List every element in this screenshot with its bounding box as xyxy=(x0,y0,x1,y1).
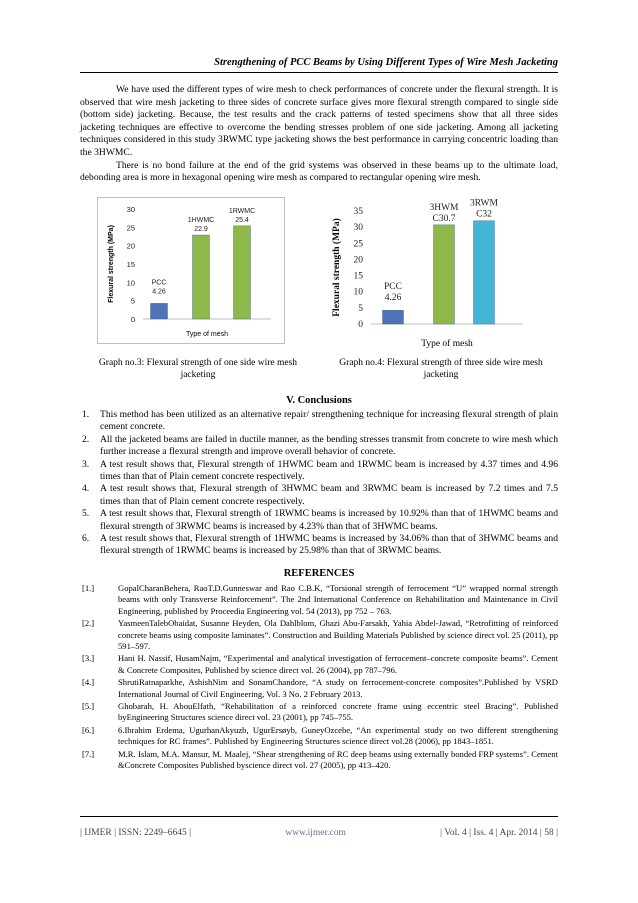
references-heading: REFERENCES xyxy=(283,568,355,579)
footer-rule xyxy=(80,816,558,817)
reference-item xyxy=(80,618,558,652)
reference-item xyxy=(80,653,558,676)
reference-item xyxy=(80,725,558,748)
graph-3-data-label: 25.4 xyxy=(235,216,249,224)
conclusion-text: All the jacketed beams are failed in ductile manner, as the bending stresses transmit from concrete to wire mesh which further increase a flexural strength and improve overall behavior of concrete. xyxy=(100,433,558,458)
graph-4-bar-group xyxy=(383,282,404,324)
reference-text: 6.Ibrahim Erdema, UgurhanAkyuzb, UgurErsøyb, GuneyOzcebe, “An experimental study on two different strengthening techniques for RC frames”. Published by Engineering Structures science direct vol.28 (2006), pp 1843–1851. xyxy=(118,724,558,747)
graph-4-y-tick-label: 0 xyxy=(358,320,363,330)
graph-3-data-label: 4.26 xyxy=(152,288,166,296)
reference-number: [3.] xyxy=(82,653,95,664)
reference-number: [6.] xyxy=(82,724,95,735)
graph-3-chart xyxy=(97,197,285,344)
graph-3-y-tick-label: 0 xyxy=(130,315,135,324)
reference-item xyxy=(80,749,558,772)
graph-3-y-tick-label: 10 xyxy=(126,278,135,288)
reference-text: Hani H. Nassif, HusamNajm, “Experimental and analytical investigation of ferrocement–concrete composite beams”. Cement & Concrete Composites, Published by science direct vol. 26 (2004), pp 787–796. xyxy=(118,653,558,675)
conclusion-number: 5. xyxy=(82,508,90,520)
reference-item xyxy=(80,701,558,724)
graph-4-bar xyxy=(474,221,495,324)
intro-paragraph-2: There is no bond failure at the end of the grid systems was observed in these beams up to the ultimate load, debonding area is more in hexagonal opening wire mesh as compared to rectangular opening wire mesh. xyxy=(80,159,558,184)
conclusion-item xyxy=(80,508,558,533)
conclusion-item xyxy=(80,459,558,484)
reference-number: [5.] xyxy=(82,701,95,712)
conclusion-item xyxy=(80,483,558,508)
graph-4-category-label: PCC xyxy=(384,282,402,293)
reference-text: ShrutiRatnaparkhe, AshishNim and SonamChandore, “A study on ferrocement-concrete composites”.Published by VSRD International Journal of Civil Engineering, Vol. 3 No. 2 February 2013. xyxy=(118,677,558,699)
graph-3-x-axis-label: Type of mesh xyxy=(185,331,229,338)
graph-3-category-label: PCC xyxy=(151,279,167,287)
graph-4-y-tick-label: 5 xyxy=(358,303,363,314)
graph-4-category-label: 3HWM xyxy=(429,202,459,213)
graph-4-svg xyxy=(327,197,530,353)
header-rule xyxy=(80,72,558,73)
reference-text: Ghobarah, H. AbouElfath, “Rehabilitation of a reinforced concrete frame using eccentric steel Bracing”. Published byEngineering Structures science direct vol. 23 (2001), pp 745–755. xyxy=(118,701,558,723)
conclusion-text: This method has been utilized as an alternative repair/ strengthening technique for increasing flexural strength of plain cement concrete. xyxy=(100,409,558,433)
graph-3-svg xyxy=(97,197,285,344)
conclusion-text: A test result shows that, Flexural strength of 1HWMC beams is increased by 34.06% than that of 3HWMC beams and flexural strength of 1RWMC beams is increased by 25.98% than that of 3RWMC beams. xyxy=(100,533,558,557)
conclusion-number: 2. xyxy=(82,433,90,445)
reference-number: [7.] xyxy=(82,748,95,759)
graph-4-y-tick-label: 20 xyxy=(353,255,363,266)
graph-4-bar xyxy=(383,310,404,324)
conclusion-text: A test result shows that, Flexural strength of 1HWMC beam and 1RWMC beam is increased by 4.37 times and 4.96 times than that of Plain cement concrete respectively. xyxy=(100,458,558,483)
graph-4-bar xyxy=(434,225,455,324)
conclusion-number: 4. xyxy=(82,483,90,495)
conclusions-list xyxy=(80,409,558,558)
conclusion-number: 1. xyxy=(82,409,90,420)
footer-website-link[interactable]: www.ijmer.com xyxy=(285,828,346,838)
graph-3-category-label: 1RWMC xyxy=(228,207,256,215)
graph-4-y-tick-label: 15 xyxy=(353,271,363,282)
graph-3-bar xyxy=(151,303,168,319)
graph-4-bar-group xyxy=(470,199,499,324)
reference-text: M.R. Islam, M.A. Mansur, M. Maalej, “Shear strengthening of RC deep beams using externally bonded FRP systems”. Cement &Concrete Composites Published byscience direct vol. 27 (2005), pp 413–420. xyxy=(118,748,558,771)
footer-issue-info: | Vol. 4 | Iss. 4 | Apr. 2014 | 58 | xyxy=(440,828,558,838)
graph-3-data-label: 22.9 xyxy=(194,226,208,234)
graph-3-category-label: 1HWMC xyxy=(187,217,215,225)
graph-4-caption: Graph no.4: Flexural strength of three side wire mesh jacketing xyxy=(339,358,543,380)
graph-4-category-label: 3RWM xyxy=(470,198,498,209)
reference-number: [2.] xyxy=(82,618,95,629)
graph-4-y-tick-label: 10 xyxy=(353,287,363,298)
reference-text: YasmeenTalebObaidat, Susanne Heyden, Ola Dahlblom, Ghazi Abu-Farsakh, Yahia Abdel-Jawad, “Retrofitting of reinforced concrete beams using composite laminates”. Construction and Building Materials Published by science direct vol. 25 (2011), pp 591–597. xyxy=(118,618,559,652)
reference-item xyxy=(80,677,558,700)
conclusions-heading: V. Conclusions xyxy=(286,395,352,406)
reference-item xyxy=(80,583,558,617)
reference-text: GopalCharanBehera, RaoT.D.Gunneswar and Rao C.B.K, “Torsional strength of ferrocement “U” wrapped normal strength beams with only Transverse Reinforcement”. The 2nd International Conference on Rehabilitation and Maintenance in Civil Engineering, published by Proceedia Engineering vol. 54 (2013), pp 752 – 763. xyxy=(118,583,558,616)
graph-3-y-tick-label: 25 xyxy=(126,223,135,233)
running-title: Strengthening of PCC Beams by Using Different Types of Wire Mesh Jacketing xyxy=(214,57,558,68)
conclusion-text: A test result shows that, Flexural strength of 3HWMC beam and 3RWMC beam is increased by 7.2 times and 7.5 times than that of Plain cement concrete respectively. xyxy=(100,483,558,507)
graph-4-x-axis-label: Type of mesh xyxy=(421,339,473,349)
page-footer xyxy=(80,828,558,838)
graph-3-y-tick-label: 30 xyxy=(126,205,135,214)
conclusion-number: 6. xyxy=(82,533,90,545)
graph-4-bar-group xyxy=(429,203,459,324)
graph-4-y-tick-label: 35 xyxy=(353,207,363,217)
references-list xyxy=(80,583,558,773)
conclusion-item xyxy=(80,409,558,434)
intro-paragraph-1: We have used the different types of wire mesh to check performances of concrete under the flexural strength. It is observed that wire mesh jacketing to three sides of concrete surface gives more flexural strength compared to single side (bottom side) jacketing. Because, the test results and the crack patterns of tested specimens show that all three sides jacketing techniques are effective to overcome the bending stresses problem of one side jacketing. Among all jacketing techniques considered in this study 3RWMC type jacketing shows the best performance in carrying concentric loading than the 3HWMC. xyxy=(80,84,558,158)
graph-3-y-tick-label: 15 xyxy=(126,260,135,269)
graph-3-bar xyxy=(193,235,210,319)
graph-4-data-label: C30.7 xyxy=(432,213,456,224)
footer-journal-info: | IJMER | ISSN: 2249–6645 | xyxy=(80,828,192,838)
reference-number: [4.] xyxy=(82,677,95,688)
conclusion-item xyxy=(80,533,558,558)
graph-3-caption: Graph no.3: Flexural strength of one side wire mesh jacketing xyxy=(98,358,298,380)
graph-4-data-label: C32 xyxy=(476,209,492,220)
graph-4-y-axis-label: Flexural strength (MPa) xyxy=(332,218,342,317)
graph-3-y-tick-label: 5 xyxy=(130,296,135,306)
graph-4-data-label: 4.26 xyxy=(384,293,402,304)
graph-3-y-axis-label: Flexural strength (MPa) xyxy=(108,225,115,303)
conclusion-item xyxy=(80,434,558,459)
graph-4-y-tick-label: 30 xyxy=(353,223,363,234)
conclusion-text: A test result shows that, Flexural strength of 1RWMC beams is increased by 10.92% than that of 1HWMC beams and flexural strength of 3RWMC beams is increased by 4.23% than that of 3HWMC beams. xyxy=(100,508,558,532)
graph-4-y-tick-label: 25 xyxy=(353,239,363,250)
intro-text xyxy=(80,84,558,185)
reference-number: [1.] xyxy=(82,583,95,593)
graph-4-chart xyxy=(327,197,530,353)
conclusion-number: 3. xyxy=(82,458,90,470)
graph-3-y-tick-label: 20 xyxy=(126,241,135,251)
graph-3-bar xyxy=(234,226,251,319)
